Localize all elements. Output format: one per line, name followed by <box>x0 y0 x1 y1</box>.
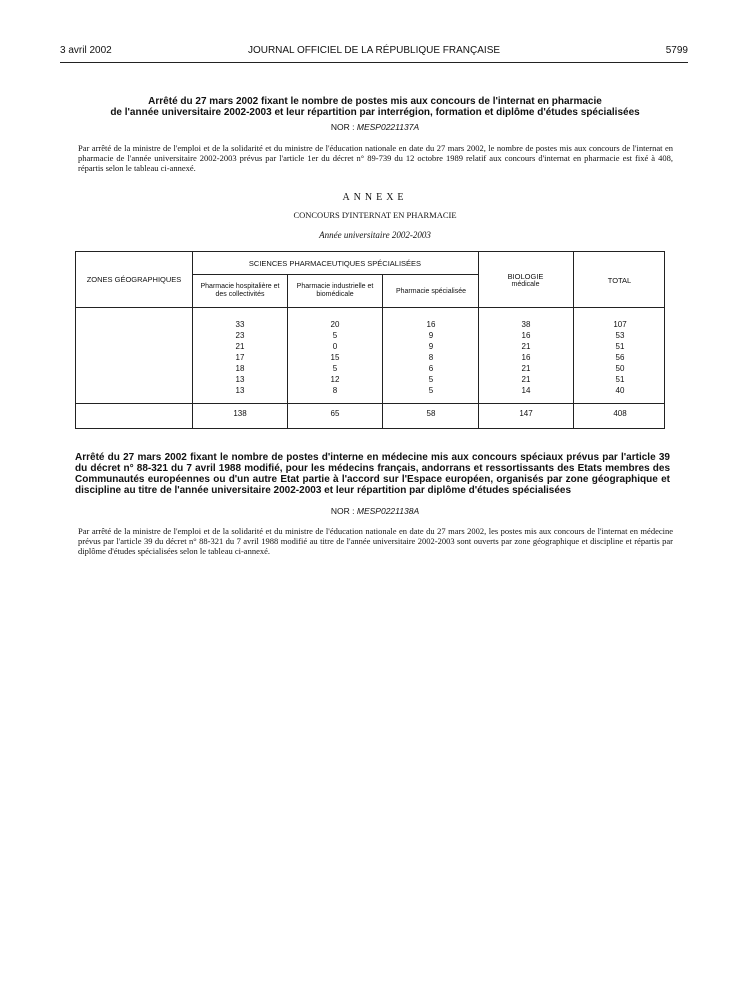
table-row <box>76 342 666 353</box>
arrete1-title-line1: Arrêté du 27 mars 2002 fixant le nombre de postes mis aux concours de l'internat en pharmacie <box>148 96 602 107</box>
total-spec: 58 <box>426 409 436 418</box>
row-spec: 6 <box>428 364 434 373</box>
table-row <box>76 353 666 364</box>
row-total: 40 <box>615 386 625 395</box>
row-total: 56 <box>615 353 625 362</box>
arrete1-title-line2: de l'année universitaire 2002-2003 et leur répartition par interrégion, formation et diplôme d'études spécialisées <box>110 107 640 118</box>
row-hosp: 13 <box>235 375 245 384</box>
header-zones: ZONES GÉOGRAPHIQUES <box>86 275 182 284</box>
arrete1-nor <box>80 122 670 132</box>
row-spec: 16 <box>426 320 436 329</box>
postes-table <box>75 251 665 429</box>
journal-title: JOURNAL OFFICIEL DE LA RÉPUBLIQUE FRANÇAISE <box>247 45 501 56</box>
row-bio: 21 <box>521 364 531 373</box>
row-bio: 38 <box>521 320 531 329</box>
row-hosp: 23 <box>235 331 245 340</box>
header-total: TOTAL <box>607 276 632 285</box>
header-rule <box>60 62 688 63</box>
row-hosp: 17 <box>235 353 245 362</box>
row-bio: 21 <box>521 342 531 351</box>
row-bio: 21 <box>521 375 531 384</box>
row-indus: 5 <box>332 364 338 373</box>
table-hline <box>192 274 478 275</box>
total-total: 408 <box>613 409 627 418</box>
row-indus: 0 <box>332 342 338 351</box>
row-indus: 15 <box>330 353 340 362</box>
row-bio: 16 <box>521 331 531 340</box>
table-row <box>76 364 666 375</box>
row-spec: 5 <box>428 375 434 384</box>
arrete2-paragraph: Par arrêté de la ministre de l'emploi et de la solidarité et du ministre de l'éducation nationale en date du 27 mars 2002, les postes mis aux concours de l'internat en médecine prévus par l'article 39 du décret n° 88-321 du 7 avril 1988 modifié au titre de l'année universitaire 2002-2003 sont ouverts par zone géographique et discipline et répartis par diplôme d'études spécialisées selon le tableau ci-annexé. <box>78 526 673 556</box>
annexe-subheading: CONCOURS D'INTERNAT EN PHARMACIE <box>293 210 457 220</box>
total-bio: 147 <box>519 409 533 418</box>
row-spec: 9 <box>428 342 434 351</box>
row-hosp: 18 <box>235 364 245 373</box>
row-total: 51 <box>615 375 625 384</box>
arrete1-paragraph: Par arrêté de la ministre de l'emploi et de la solidarité et du ministre de l'éducation nationale en date du 27 mars 2002, le nombre de postes mis aux concours de l'internat en pharmacie de l'année universitaire 2002-2003 prévus par l'article 1er du décret n° 89-739 du 12 octobre 1989 relatif aux concours d'internat en pharmacie est fixé à 408, répartis selon le tableau ci-annexé. <box>78 143 673 173</box>
nor-label: NOR : <box>330 506 355 516</box>
nor-code: MESP0221138A <box>356 506 420 516</box>
row-total: 53 <box>615 331 625 340</box>
nor-label: NOR : <box>330 122 355 132</box>
row-total: 50 <box>615 364 625 373</box>
arrete2-title: Arrêté du 27 mars 2002 fixant le nombre de postes d'interne en médecine mis aux concours spéciaux prévus par l'article 39 du décret n° 88-321 du 7 avril 1988 modifié, pour les médecins français, andorrans et ressortissants des Etats membres des Communautés européennes ou d'un autre Etat partie à l'accord sur l'Espace européen, organisés par zone géographique et discipline au titre de l'année universitaire 2002-2003 et leur répartition par diplôme d'études spécialisées <box>75 452 670 496</box>
header-sciences: SCIENCES PHARMACEUTIQUES SPÉCIALISÉES <box>248 259 422 268</box>
row-bio: 16 <box>521 353 531 362</box>
nor-code: MESP0221137A <box>356 122 420 132</box>
arrete1-title <box>80 96 670 118</box>
header-biologie <box>478 272 573 289</box>
header-pharmacie-specialisee: Pharmacie spécialisée <box>395 288 467 295</box>
header-date: 3 avril 2002 <box>60 45 112 56</box>
row-spec: 8 <box>428 353 434 362</box>
row-spec: 5 <box>428 386 434 395</box>
header-pharmacie-hospitaliere: Pharmacie hospitalière et des collectivités <box>200 283 280 298</box>
row-hosp: 13 <box>235 386 245 395</box>
row-spec: 9 <box>428 331 434 340</box>
table-row <box>76 320 666 331</box>
row-total: 107 <box>613 320 627 329</box>
arrete2-nor <box>80 506 670 516</box>
annexe-heading: ANNEXE <box>342 192 408 203</box>
table-hline <box>76 403 664 404</box>
row-hosp: 33 <box>235 320 245 329</box>
table-hline <box>76 307 664 308</box>
row-indus: 5 <box>332 331 338 340</box>
table-row <box>76 386 666 397</box>
row-indus: 12 <box>330 375 340 384</box>
table-row <box>76 375 666 386</box>
header-pharmacie-industrielle: Pharmacie industrielle et biomédicale <box>296 283 374 298</box>
row-indus: 20 <box>330 320 340 329</box>
row-hosp: 21 <box>235 342 245 351</box>
page-number: 5799 <box>665 45 688 56</box>
table-row <box>76 331 666 342</box>
row-bio: 14 <box>521 386 531 395</box>
table-total-row <box>76 409 666 421</box>
row-total: 51 <box>615 342 625 351</box>
total-hosp: 138 <box>233 409 247 418</box>
header-biologie-line1: BIOLOGIE <box>507 272 544 281</box>
header-biologie-line2: médicale <box>511 281 540 288</box>
row-indus: 8 <box>332 386 338 395</box>
total-indus: 65 <box>330 409 340 418</box>
annexe-year: Année universitaire 2002-2003 <box>319 230 431 240</box>
page-header <box>60 45 688 61</box>
